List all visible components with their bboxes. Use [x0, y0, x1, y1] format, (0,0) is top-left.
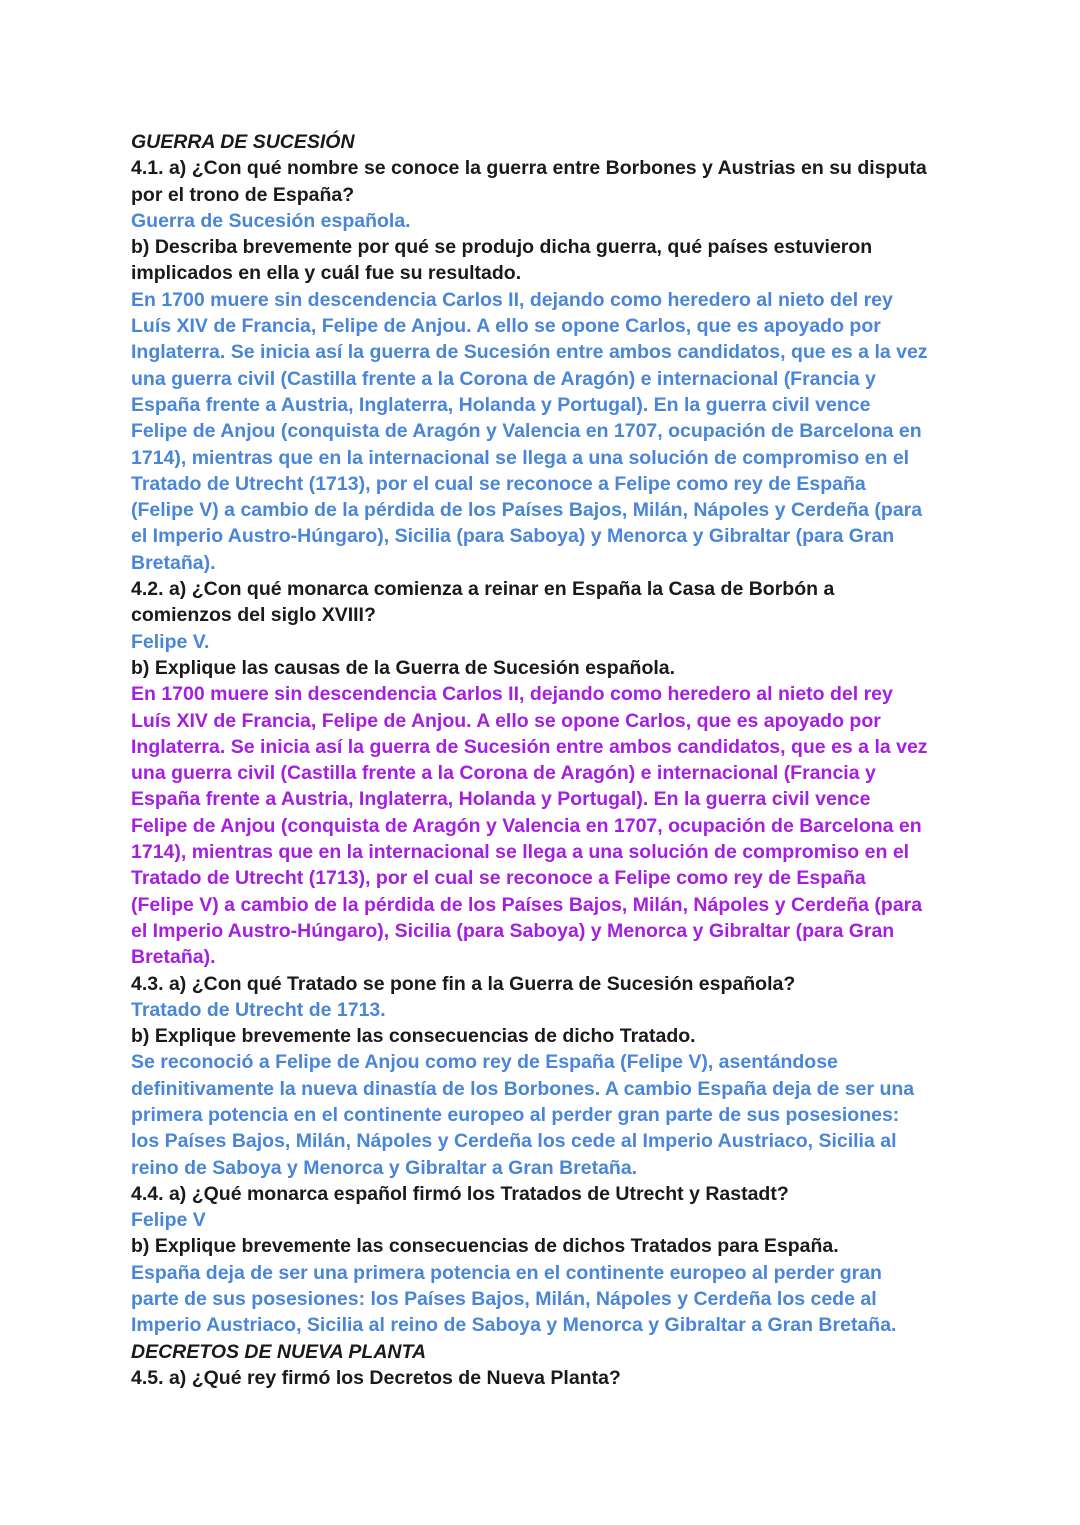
- question-4-2-b: b) Explique las causas de la Guerra de Sucesión española.: [131, 656, 676, 679]
- section-heading-decretos-nueva-planta: DECRETOS DE NUEVA PLANTA: [131, 1340, 427, 1363]
- answer-4-1-b: En 1700 muere sin descendencia Carlos II, dejando como heredero al nieto del rey Luís XIV de Francia, Felipe de Anjou. A ello se opone Carlos, que es apoyado por Inglaterra. Se inicia así la guerra de Sucesión entre ambos candidatos, que es a la vez una guerra civil (Castilla frente a la Corona de Aragón) e internacional (Francia y España frente a Austria, Inglaterra, Holanda y Portugal). En la guerra civil vence Felipe de Anjou (conquista de Aragón y Valencia en 1707, ocupación de Barcelona en 1714), mientras que en la internacional se llega a una solución de compromiso en el Tratado de Utrecht (1713), por el cual se reconoce a Felipe como rey de España (Felipe V) a cambio de la pérdida de los Países Bajos, Milán, Nápoles y Cerdeña (para el Imperio Austro-Húngaro), Sicilia (para Saboya) y Menorca y Gibraltar (para Gran Bretaña).: [131, 288, 928, 574]
- answer-4-2-a: Felipe V.: [131, 630, 210, 653]
- question-4-5-a: 4.5. a) ¿Qué rey firmó los Decretos de Nueva Planta?: [131, 1366, 621, 1389]
- answer-4-1-a: Guerra de Sucesión española.: [131, 209, 411, 232]
- document-page: [131, 129, 961, 1391]
- answer-4-3-b: Se reconoció a Felipe de Anjou como rey de España (Felipe V), asentándose definitivamente la nueva dinastía de los Borbones. A cambio España deja de ser una primera potencia en el continente europeo al perder gran parte de sus posesiones: los Países Bajos, Milán, Nápoles y Cerdeña los cede al Imperio Austriaco, Sicilia al reino de Saboya y Menorca y Gibraltar a Gran Bretaña.: [131, 1051, 915, 1179]
- answer-4-4-b: España deja de ser una primera potencia en el continente europeo al perder gran parte de sus posesiones: los Países Bajos, Milán, Nápoles y Cerdeña los cede al Imperio Austriaco, Sicilia al reino de Saboya y Menorca y Gibraltar a Gran Bretaña.: [131, 1261, 897, 1337]
- question-4-4-a: 4.4. a) ¿Qué monarca español firmó los Tratados de Utrecht y Rastadt?: [131, 1182, 789, 1205]
- section-heading-guerra-sucesion: GUERRA DE SUCESIÓN: [131, 131, 355, 153]
- answer-4-4-a: Felipe V: [131, 1209, 206, 1232]
- question-4-3-b: b) Explique brevemente las consecuencias de dicho Tratado.: [131, 1025, 696, 1048]
- answer-4-2-b: En 1700 muere sin descendencia Carlos II, dejando como heredero al nieto del rey Luís XIV de Francia, Felipe de Anjou. A ello se opone Carlos, que es apoyado por Inglaterra. Se inicia así la guerra de Sucesión entre ambos candidatos, que es a la vez una guerra civil (Castilla frente a la Corona de Aragón) e internacional (Francia y España frente a Austria, Inglaterra, Holanda y Portugal). En la guerra civil vence Felipe de Anjou (conquista de Aragón y Valencia en 1707, ocupación de Barcelona en 1714), mientras que en la internacional se llega a una solución de compromiso en el Tratado de Utrecht (1713), por el cual se reconoce a Felipe como rey de España (Felipe V) a cambio de la pérdida de los Países Bajos, Milán, Nápoles y Cerdeña (para el Imperio Austro-Húngaro), Sicilia (para Saboya) y Menorca y Gibraltar (para Gran Bretaña).: [131, 683, 928, 969]
- answer-4-3-a: Tratado de Utrecht de 1713.: [131, 998, 386, 1021]
- question-4-3-a: 4.3. a) ¿Con qué Tratado se pone fin a la Guerra de Sucesión española?: [131, 972, 796, 995]
- question-4-2-a: 4.2. a) ¿Con qué monarca comienza a reinar en España la Casa de Borbón a comienzos del siglo XVIII?: [131, 578, 835, 627]
- question-4-1-b: b) Describa brevemente por qué se produjo dicha guerra, qué países estuvieron implicados en ella y cuál fue su resultado.: [131, 236, 873, 285]
- question-4-4-b: b) Explique brevemente las consecuencias de dichos Tratados para España.: [131, 1235, 839, 1258]
- question-4-1-a: 4.1. a) ¿Con qué nombre se conoce la guerra entre Borbones y Austrias en su disputa por el trono de España?: [131, 157, 927, 206]
